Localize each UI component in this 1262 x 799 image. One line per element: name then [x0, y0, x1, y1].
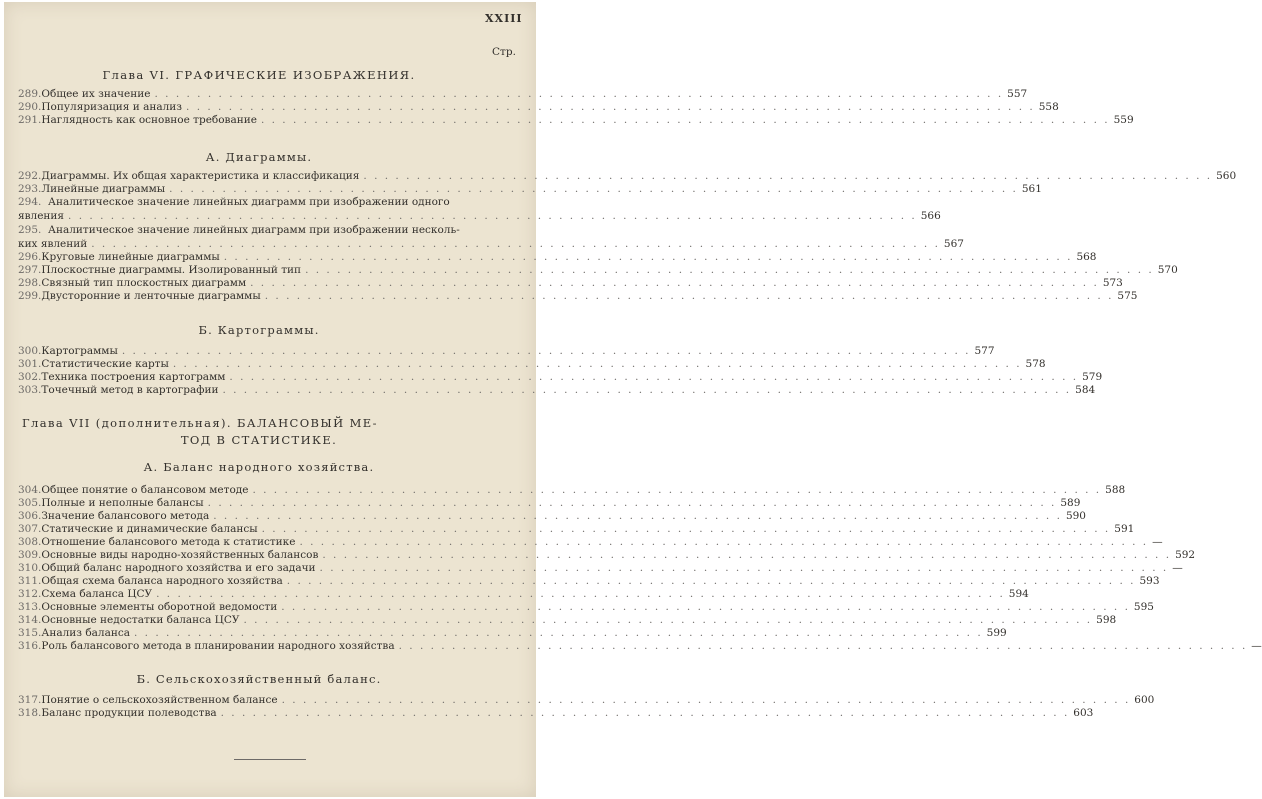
entry-title: Общая схема баланса народного хозяйства — [41, 575, 283, 587]
dot-leader: . . . . . . . . . . . . . . . . . . . . . . . . . . . . . . . . . . . . . . . . . . . . . . . . . . . . . . . . . . . . . . . . . . . . . . . . . . . . . . . . — [260, 114, 1110, 126]
entry-number: 305. — [18, 497, 42, 509]
section-heading: А. Баланс народного хозяйства. — [143, 460, 375, 474]
toc-entry-continuation — [18, 210, 941, 223]
dot-leader: . . . . . . . . . . . . . . . . . . . . . . . . . . . . . . . . . . . . . . . . . . . . . . . . . . . . . . . . . . . . . . . . . . . . . . . . . . . . . . . . — [363, 170, 1213, 182]
toc-entry — [18, 224, 524, 237]
toc-entry — [18, 510, 1086, 523]
toc-entry — [18, 384, 1096, 397]
dot-leader: . . . . . . . . . . . . . . . . . . . . . . . . . . . . . . . . . . . . . . . . . . . . . . . . . . . . . . . . . . . . . . . . . . . . . . . . . . . . . . . . — [252, 484, 1102, 496]
toc-entry — [18, 101, 1059, 114]
page-column-header: Стр. — [492, 46, 516, 58]
section-heading: Б. Картограммы. — [198, 323, 320, 337]
entry-page: 566 — [920, 210, 941, 222]
dot-leader: . . . . . . . . . . . . . . . . . . . . . . . . . . . . . . . . . . . . . . . . . . . . . . . . . . . . . . . . . . . . . . . . . . . . . . . . . . . . . . . . — [207, 497, 1057, 509]
entry-page: 557 — [1007, 88, 1028, 100]
toc-entry — [18, 264, 1178, 277]
entry-title: Плоскостные диаграммы. Изолированный тип — [41, 264, 302, 276]
dot-leader: . . . . . . . . . . . . . . . . . . . . . . . . . . . . . . . . . . . . . . . . . . . . . . . . . . . . . . . . . . . . . . . . . . . . . . . . . . . . . . . . — [281, 694, 1131, 706]
chapter-heading-line1: Глава VII (дополнительная). БАЛАНСОВЫЙ МЕ- — [22, 416, 378, 430]
entry-page: 600 — [1134, 694, 1155, 706]
entry-number: 306. — [18, 510, 42, 522]
toc-entry — [18, 549, 1196, 562]
entry-number: 300. — [18, 345, 42, 357]
dot-leader: . . . . . . . . . . . . . . . . . . . . . . . . . . . . . . . . . . . . . . . . . . . . . . . . . . . . . . . . . . . . . . . . . . . . . . . . . . . . . . . . — [91, 238, 940, 250]
dot-leader: . . . . . . . . . . . . . . . . . . . . . . . . . . . . . . . . . . . . . . . . . . . . . . . . . . . . . . . . . . . . . . . . . . . . . . . . . . . . . . . . — [223, 251, 1073, 263]
toc-entry — [18, 183, 1042, 196]
entry-number: 313. — [18, 601, 42, 613]
toc-entry — [18, 170, 1237, 183]
entry-number: 302. — [18, 371, 42, 383]
dot-leader: . . . . . . . . . . . . . . . . . . . . . . . . . . . . . . . . . . . . . . . . . . . . . . . . . . . . . . . . . . . . . . . . . . . . . . . . . . . . . . . . — [398, 640, 1248, 652]
entry-page: 592 — [1175, 549, 1196, 561]
entry-number: 296. — [18, 251, 42, 263]
entry-number: 304. — [18, 484, 42, 496]
dot-leader: . . . . . . . . . . . . . . . . . . . . . . . . . . . . . . . . . . . . . . . . . . . . . . . . . . . . . . . . . . . . . . . . . . . . . . . . . . . . . . . . — [319, 562, 1169, 574]
entry-title: Двусторонние и ленточные диаграммы — [41, 290, 261, 302]
toc-entry — [18, 575, 1160, 588]
entry-number: 293. — [18, 183, 42, 195]
entry-page: 577 — [974, 345, 995, 357]
entry-page: 584 — [1075, 384, 1096, 396]
entry-number: 309. — [18, 549, 42, 561]
toc-entry — [18, 523, 1135, 536]
entry-title-continuation: явления — [18, 210, 65, 222]
toc-entry — [18, 614, 1117, 627]
entry-title: Аналитическое значение линейных диаграмм при изображении несколь- — [48, 224, 460, 236]
entry-title: Статистические карты — [41, 358, 169, 370]
entry-number: 318. — [18, 707, 42, 719]
entry-number: 310. — [18, 562, 42, 574]
entry-title: Аналитическое значение линейных диаграмм при изображении одного — [48, 196, 450, 208]
dot-leader: . . . . . . . . . . . . . . . . . . . . . . . . . . . . . . . . . . . . . . . . . . . . . . . . . . . . . . . . . . . . . . . . . . . . . . . . . . . . . . . . — [213, 510, 1062, 522]
dot-leader: . . . . . . . . . . . . . . . . . . . . . . . . . . . . . . . . . . . . . . . . . . . . . . . . . . . . . . . . . . . . . . . . . . . . . . . . . . . . . . . . — [172, 358, 1022, 370]
entry-page: 588 — [1105, 484, 1126, 496]
toc-entry — [18, 640, 1262, 653]
entry-title: Баланс продукции полеводства — [41, 707, 217, 719]
toc-entry — [18, 601, 1154, 614]
dot-leader: . . . . . . . . . . . . . . . . . . . . . . . . . . . . . . . . . . . . . . . . . . . . . . . . . . . . . . . . . . . . . . . . . . . . . . . . . . . . . . . . — [222, 384, 1072, 396]
entry-title-continuation: ких явлений — [18, 238, 88, 250]
page-number: XXIII — [485, 12, 523, 25]
entry-number: 314. — [18, 614, 42, 626]
entry-title: Диаграммы. Их общая характеристика и классификация — [41, 170, 360, 182]
entry-title: Полные и неполные балансы — [41, 497, 204, 509]
entry-page: 567 — [943, 238, 964, 250]
dot-leader: . . . . . . . . . . . . . . . . . . . . . . . . . . . . . . . . . . . . . . . . . . . . . . . . . . . . . . . . . . . . . . . . . . . . . . . . . . . . . . . . — [243, 614, 1093, 626]
entry-page: 561 — [1021, 183, 1042, 195]
dot-leader: . . . . . . . . . . . . . . . . . . . . . . . . . . . . . . . . . . . . . . . . . . . . . . . . . . . . . . . . . . . . . . . . . . . . . . . . . . . . . . . . — [286, 575, 1136, 587]
entry-title: Статические и динамические балансы — [41, 523, 258, 535]
entry-number: 299. — [18, 290, 42, 302]
entry-title: Общее их значение — [41, 88, 151, 100]
entry-title: Значение балансового метода — [41, 510, 210, 522]
entry-title: Отношение балансового метода к статистике — [41, 536, 296, 548]
entry-number: 316. — [18, 640, 42, 652]
entry-page: 575 — [1117, 290, 1138, 302]
chapter-heading: Глава VI. ГРАФИЧЕСКИЕ ИЗОБРАЖЕНИЯ. — [102, 68, 416, 82]
entry-title: Основные виды народно-хозяйственных балансов — [41, 549, 319, 561]
entry-page: 593 — [1139, 575, 1160, 587]
entry-title: Популяризация и анализ — [41, 101, 183, 113]
section-heading: А. Диаграммы. — [205, 150, 313, 164]
end-rule — [234, 759, 306, 760]
entry-number: 307. — [18, 523, 42, 535]
dot-leader: . . . . . . . . . . . . . . . . . . . . . . . . . . . . . . . . . . . . . . . . . . . . . . . . . . . . . . . . . . . . . . . . . . . . . . . . . . . . . . . . — [68, 210, 917, 222]
entry-title: Основные элементы оборотной ведомости — [41, 601, 278, 613]
entry-page: 558 — [1038, 101, 1059, 113]
toc-entry — [18, 88, 1028, 101]
toc-entry — [18, 290, 1138, 303]
toc-entry — [18, 707, 1094, 720]
entry-title: Общее понятие о балансовом методе — [41, 484, 249, 496]
toc-entry — [18, 497, 1081, 510]
entry-title: Схема баланса ЦСУ — [41, 588, 153, 600]
dot-leader: . . . . . . . . . . . . . . . . . . . . . . . . . . . . . . . . . . . . . . . . . . . . . . . . . . . . . . . . . . . . . . . . . . . . . . . . . . . . . . . . — [281, 601, 1130, 613]
entry-number: 297. — [18, 264, 42, 276]
dot-leader: . . . . . . . . . . . . . . . . . . . . . . . . . . . . . . . . . . . . . . . . . . . . . . . . . . . . . . . . . . . . . . . . . . . . . . . . . . . . . . . . — [261, 523, 1111, 535]
entry-page: 560 — [1216, 170, 1237, 182]
entry-title: Наглядность как основное требование — [41, 114, 257, 126]
toc-entry — [18, 345, 995, 358]
entry-number: 290. — [18, 101, 42, 113]
entry-number: 311. — [18, 575, 42, 587]
dot-leader: . . . . . . . . . . . . . . . . . . . . . . . . . . . . . . . . . . . . . . . . . . . . . . . . . . . . . . . . . . . . . . . . . . . . . . . . . . . . . . . . — [169, 183, 1018, 195]
entry-page: — — [1172, 562, 1183, 574]
entry-page: 570 — [1157, 264, 1178, 276]
toc-entry — [18, 484, 1126, 497]
dot-leader: . . . . . . . . . . . . . . . . . . . . . . . . . . . . . . . . . . . . . . . . . . . . . . . . . . . . . . . . . . . . . . . . . . . . . . . . . . . . . . . . — [299, 536, 1149, 548]
dot-leader: . . . . . . . . . . . . . . . . . . . . . . . . . . . . . . . . . . . . . . . . . . . . . . . . . . . . . . . . . . . . . . . . . . . . . . . . . . . . . . . . — [264, 290, 1114, 302]
entry-page: 603 — [1073, 707, 1094, 719]
dot-leader: . . . . . . . . . . . . . . . . . . . . . . . . . . . . . . . . . . . . . . . . . . . . . . . . . . . . . . . . . . . . . . . . . . . . . . . . . . . . . . . . — [250, 277, 1099, 289]
entry-number: 298. — [18, 277, 42, 289]
entry-title: Понятие о сельскохозяйственном балансе — [41, 694, 278, 706]
toc-entry — [18, 694, 1155, 707]
entry-title: Роль балансового метода в планировании народного хозяйства — [41, 640, 395, 652]
entry-number: 294. — [18, 196, 42, 208]
entry-page: — — [1152, 536, 1163, 548]
entry-page: 579 — [1082, 371, 1103, 383]
dot-leader: . . . . . . . . . . . . . . . . . . . . . . . . . . . . . . . . . . . . . . . . . . . . . . . . . . . . . . . . . . . . . . . . . . . . . . . . . . . . . . . . — [156, 588, 1005, 600]
dot-leader: . . . . . . . . . . . . . . . . . . . . . . . . . . . . . . . . . . . . . . . . . . . . . . . . . . . . . . . . . . . . . . . . . . . . . . . . . . . . . . . . — [121, 345, 971, 357]
entry-title: Картограммы — [41, 345, 118, 357]
dot-leader: . . . . . . . . . . . . . . . . . . . . . . . . . . . . . . . . . . . . . . . . . . . . . . . . . . . . . . . . . . . . . . . . . . . . . . . . . . . . . . . . — [305, 264, 1154, 276]
toc-entry — [18, 358, 1046, 371]
toc-entry — [18, 114, 1134, 127]
dot-leader: . . . . . . . . . . . . . . . . . . . . . . . . . . . . . . . . . . . . . . . . . . . . . . . . . . . . . . . . . . . . . . . . . . . . . . . . . . . . . . . . — [220, 707, 1070, 719]
toc-entry-continuation — [18, 238, 964, 251]
toc-entry — [18, 627, 1007, 640]
dot-leader: . . . . . . . . . . . . . . . . . . . . . . . . . . . . . . . . . . . . . . . . . . . . . . . . . . . . . . . . . . . . . . . . . . . . . . . . . . . . . . . . — [322, 549, 1172, 561]
entry-page: 591 — [1114, 523, 1135, 535]
entry-page: 568 — [1076, 251, 1097, 263]
entry-number: 289. — [18, 88, 42, 100]
entry-number: 312. — [18, 588, 42, 600]
entry-number: 301. — [18, 358, 42, 370]
entry-number: 291. — [18, 114, 42, 126]
dot-leader: . . . . . . . . . . . . . . . . . . . . . . . . . . . . . . . . . . . . . . . . . . . . . . . . . . . . . . . . . . . . . . . . . . . . . . . . . . . . . . . . — [133, 627, 983, 639]
toc-entry — [18, 277, 1123, 290]
dot-leader: . . . . . . . . . . . . . . . . . . . . . . . . . . . . . . . . . . . . . . . . . . . . . . . . . . . . . . . . . . . . . . . . . . . . . . . . . . . . . . . . — [154, 88, 1004, 100]
dot-leader: . . . . . . . . . . . . . . . . . . . . . . . . . . . . . . . . . . . . . . . . . . . . . . . . . . . . . . . . . . . . . . . . . . . . . . . . . . . . . . . . — [229, 371, 1079, 383]
entry-title: Связный тип плоскостных диаграмм — [41, 277, 247, 289]
entry-number: 295. — [18, 224, 42, 236]
entry-title: Круговые линейные диаграммы — [41, 251, 220, 263]
entry-page: 589 — [1060, 497, 1081, 509]
toc-entry — [18, 251, 1097, 264]
entry-page: 559 — [1113, 114, 1134, 126]
entry-title: Техника построения картограмм — [41, 371, 226, 383]
entry-page: 595 — [1133, 601, 1154, 613]
entry-title: Линейные диаграммы — [41, 183, 166, 195]
entry-page: 594 — [1008, 588, 1029, 600]
entry-title: Общий баланс народного хозяйства и его задачи — [41, 562, 316, 574]
entry-number: 303. — [18, 384, 42, 396]
entry-page: 598 — [1096, 614, 1117, 626]
toc-entry — [18, 536, 1163, 549]
toc-entry — [18, 588, 1029, 601]
book-page — [4, 2, 1262, 797]
entry-page: — — [1251, 640, 1262, 652]
chapter-heading-line2: ТОД В СТАТИСТИКЕ. — [180, 433, 338, 447]
entry-page: 599 — [986, 627, 1007, 639]
entry-title: Анализ баланса — [41, 627, 130, 639]
entry-title: Точечный метод в картографии — [41, 384, 219, 396]
entry-page: 578 — [1025, 358, 1046, 370]
entry-title: Основные недостатки баланса ЦСУ — [41, 614, 240, 626]
entry-number: 317. — [18, 694, 42, 706]
entry-page: 590 — [1065, 510, 1086, 522]
entry-number: 308. — [18, 536, 42, 548]
dot-leader: . . . . . . . . . . . . . . . . . . . . . . . . . . . . . . . . . . . . . . . . . . . . . . . . . . . . . . . . . . . . . . . . . . . . . . . . . . . . . . . . — [186, 101, 1035, 113]
entry-number: 315. — [18, 627, 42, 639]
section-heading: Б. Сельскохозяйственный баланс. — [136, 672, 382, 686]
toc-entry — [18, 371, 1103, 384]
entry-number: 292. — [18, 170, 42, 182]
toc-entry — [18, 196, 524, 209]
entry-page: 573 — [1102, 277, 1123, 289]
toc-entry — [18, 562, 1183, 575]
